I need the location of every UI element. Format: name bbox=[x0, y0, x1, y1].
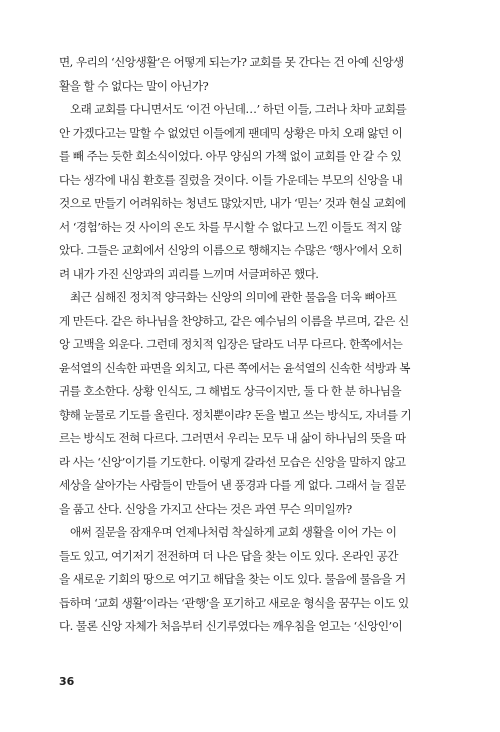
text-line: 애써 질문을 잠재우며 언제나처럼 착실하게 교회 생활을 이어 가는 이 bbox=[70, 525, 397, 539]
paragraph-2 bbox=[59, 98, 440, 286]
text-line: 다. 물론 신앙 자체가 처음부터 신기루였다는 깨우침을 얻고는 ‘신앙인’이 bbox=[59, 619, 403, 633]
text-line: 향해 눈물로 기도를 올린다. 정치뿐이랴? 돈을 벌고 쓰는 방식도, 자녀를 기 bbox=[59, 407, 412, 422]
body-text bbox=[59, 51, 440, 639]
text-line: 귀를 호소한다. 상황 인식도, 그 해법도 상극이지만, 둘 다 한 분 하나님을 bbox=[59, 384, 402, 398]
paragraph-4 bbox=[59, 521, 440, 639]
text-line: 게 만든다. 같은 하나님을 찬양하고, 같은 예수님의 이름을 부르며, 같은 신 bbox=[59, 313, 409, 328]
text-line: 최근 심해진 정치적 양극화는 신앙의 의미에 관한 물음을 더욱 뼈아프 bbox=[70, 290, 397, 304]
text-line: 르는 방식도 전혀 다르다. 그러면서 우리는 모두 내 삶이 하나님의 뜻을 따 bbox=[59, 431, 406, 445]
text-line: 다는 생각에 내심 환호를 질렀을 것이다. 이들 가운데는 부모의 신앙을 내 bbox=[59, 172, 403, 187]
text-line: 안 가겠다고는 말할 수 없었던 이들에게 팬데믹 상황은 마치 오래 앓던 이 bbox=[59, 125, 403, 140]
text-line: 윤석열의 신속한 파면을 외치고, 다른 쪽에서는 윤석열의 신속한 석방과 복 bbox=[59, 360, 410, 375]
text-line: 았다. 그들은 교회에서 신앙의 이름으로 행해지는 수많은 ‘행사’에서 오히 bbox=[59, 243, 403, 257]
text-line: 를 빼 주는 듯한 희소식이었다. 아무 양심의 가책 없이 교회를 안 갈 수 있 bbox=[59, 149, 402, 163]
page-number: 36 bbox=[59, 675, 75, 688]
paragraph-3 bbox=[59, 286, 440, 521]
text-line: 활을 할 수 없다는 말이 아닌가? bbox=[59, 78, 209, 93]
text-line: 듭하며 ‘교회 생활’이라는 ‘관행’을 포기하고 새로운 형식을 꿈꾸는 이도 있 bbox=[59, 595, 409, 610]
paragraph-1 bbox=[59, 51, 440, 98]
text-line: 오래 교회를 다니면서도 ‘이건 아닌데…’ 하던 이들, 그러나 차마 교회를 bbox=[70, 102, 407, 116]
text-line: 을 새로운 기회의 땅으로 여기고 해답을 찾는 이도 있다. 물음에 물음을 거 bbox=[59, 572, 406, 586]
text-line: 것으로 만들기 어려워하는 청년도 많았지만, 내가 ‘믿는’ 것과 현실 교회에 bbox=[59, 196, 406, 210]
text-line: 려 내가 가진 신앙과의 괴리를 느끼며 서글퍼하곤 했다. bbox=[59, 266, 319, 281]
text-line: 앙 고백을 외운다. 그런데 정치적 입장은 달라도 너무 다르다. 한쪽에서는 bbox=[59, 337, 403, 351]
text-line: 을 품고 산다. 신앙을 가지고 산다는 것은 과연 무슨 의미일까? bbox=[59, 501, 352, 516]
text-line: 들도 있고, 여기저기 전전하며 더 나은 답을 찾는 이도 있다. 온라인 공간 bbox=[59, 548, 398, 563]
text-line: 라 사는 ‘신앙’이기를 기도한다. 이렇게 갈라선 모습은 신앙을 말하지 않고 bbox=[59, 454, 406, 469]
text-line: 서 ‘경험’하는 것 사이의 온도 차를 무시할 수 없다고 느낀 이들도 적지 않 bbox=[59, 219, 402, 234]
text-line: 세상을 살아가는 사람들이 만들어 낸 풍경과 다를 게 없다. 그래서 늘 질문 bbox=[59, 478, 406, 492]
text-line: 면, 우리의 ‘신앙생활’은 어떻게 되는가? 교회를 못 간다는 건 아예 신앙생 bbox=[59, 55, 404, 69]
